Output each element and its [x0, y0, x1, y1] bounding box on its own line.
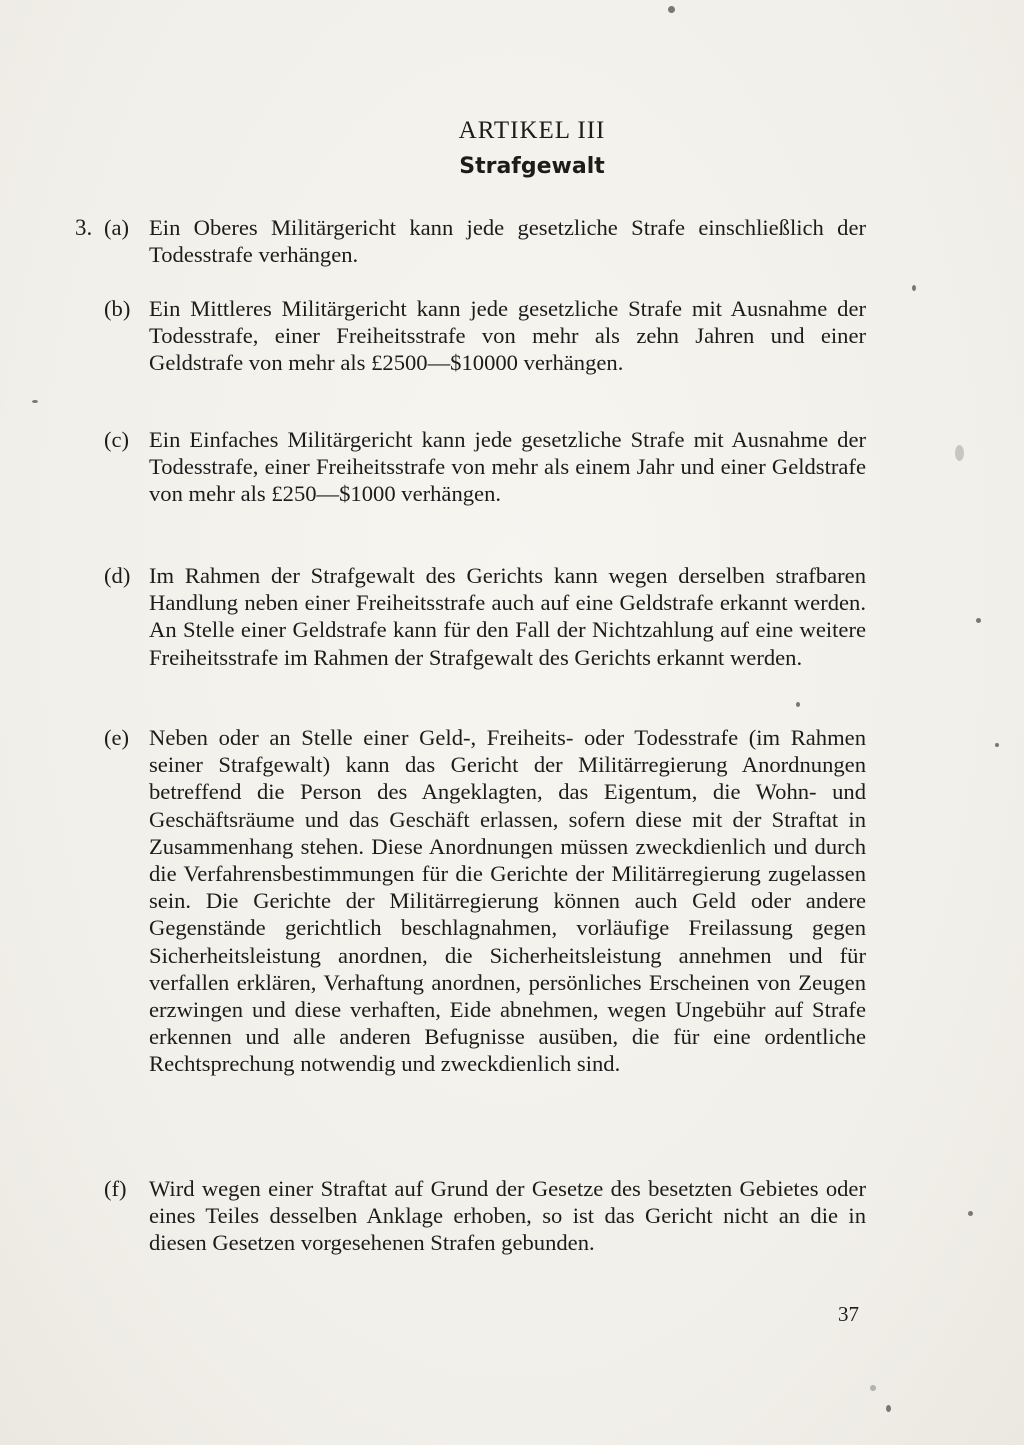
paragraph-text: Neben oder an Stelle einer Geld-, Freiheits- oder Todesstrafe (im Rahmen seiner Strafgewalt) kann das Gericht der Militärregierung Anordnungen betreffend die Person des Angeklagten, das Eigentum, die Wohn- und Geschäftsräume und das Geschäft erlassen, sofern diese mit der Straftat in Zusammenhang stehen. Diese Anordnungen müssen zweckdienlich und durch die Verfahrensbestimmungen für die Gerichte der Militärregierung zugelassen sein. Die Gerichte der Militärregierung können auch Geld oder andere Gegenstände gerichtlich beschlagnahmen, vorläufige Freilassung gegen Sicherheitsleistung anordnen, die Sicherheitsleistung annehmen und für verfallen erklären, Verhaftung anordnen, persönliches Erscheinen von Zeugen erzwingen und diese verhaften, Eide abnehmen, wegen Ungebühr auf Strafe erkennen und alle anderen Befugnisse ausüben, die für eine ordentliche Rechtsprechung notwendig und zweckdienlich sind. — [149, 725, 866, 1077]
scan-speck — [886, 1405, 891, 1412]
paragraph-text: Im Rahmen der Strafgewalt des Gerichts kann wegen derselben strafbaren Handlung neben einer Freiheitsstrafe auch auf eine Geldstrafe erkannt werden. An Stelle einer Geldstrafe kann für den Fall der Nichtzahlung auf eine weitere Freiheitsstrafe im Rahmen der Strafgewalt des Gerichts erkannt werden. — [149, 563, 866, 670]
scan-speck — [668, 6, 675, 13]
paragraph-label: (c) — [104, 427, 130, 452]
paragraph-text: Ein Einfaches Militärgericht kann jede gesetzliche Strafe mit Ausnahme der Todesstrafe, einer Freiheitsstrafe von mehr als einem Jahr und einer Geldstrafe von mehr als £250—$1000 verhängen. — [149, 427, 866, 507]
paragraph-label: (d) — [104, 563, 131, 588]
paragraph-text: Wird wegen einer Straftat auf Grund der Gesetze des besetzten Gebietes oder eines Teiles desselben Anklage erhoben, so ist das Gericht nicht an die in diesen Gesetzen vorgesehenen Strafen gebunden. — [149, 1176, 866, 1256]
scan-speck — [912, 285, 916, 291]
paragraph-e — [104, 724, 866, 1078]
scan-speck — [870, 1385, 876, 1391]
paragraph-label: (e) — [104, 725, 130, 750]
scan-speck — [968, 1211, 973, 1216]
page-number: 37 — [838, 1302, 859, 1326]
paragraph-text: Ein Oberes Militärgericht kann jede gesetzliche Strafe einschließlich der Todesstrafe verhängen. — [149, 215, 866, 268]
scan-speck — [995, 743, 999, 747]
paragraph-b — [104, 295, 866, 377]
scan-speck — [796, 702, 800, 707]
paragraph-text: Ein Mittleres Militärgericht kann jede gesetzliche Strafe mit Ausnahme der Todesstrafe, einer Freiheitsstrafe von mehr als zehn Jahren und einer Geldstrafe von mehr als £2500—$10000 verhängen. — [149, 296, 866, 376]
paragraph-label: (f) — [104, 1176, 127, 1201]
section-number: 3. — [75, 215, 93, 240]
article-heading: ARTIKEL III — [458, 117, 606, 144]
paragraph-d — [104, 562, 866, 671]
paragraph-c — [104, 426, 866, 508]
paragraph-f — [104, 1175, 866, 1257]
paragraph-label: (b) — [104, 296, 131, 321]
scan-speck — [32, 400, 38, 403]
paragraph-a — [104, 214, 866, 268]
article-title: Strafgewalt — [459, 154, 605, 179]
scan-speck — [976, 618, 981, 623]
paragraph-label: (a) — [104, 215, 130, 240]
scan-speck — [955, 445, 964, 461]
